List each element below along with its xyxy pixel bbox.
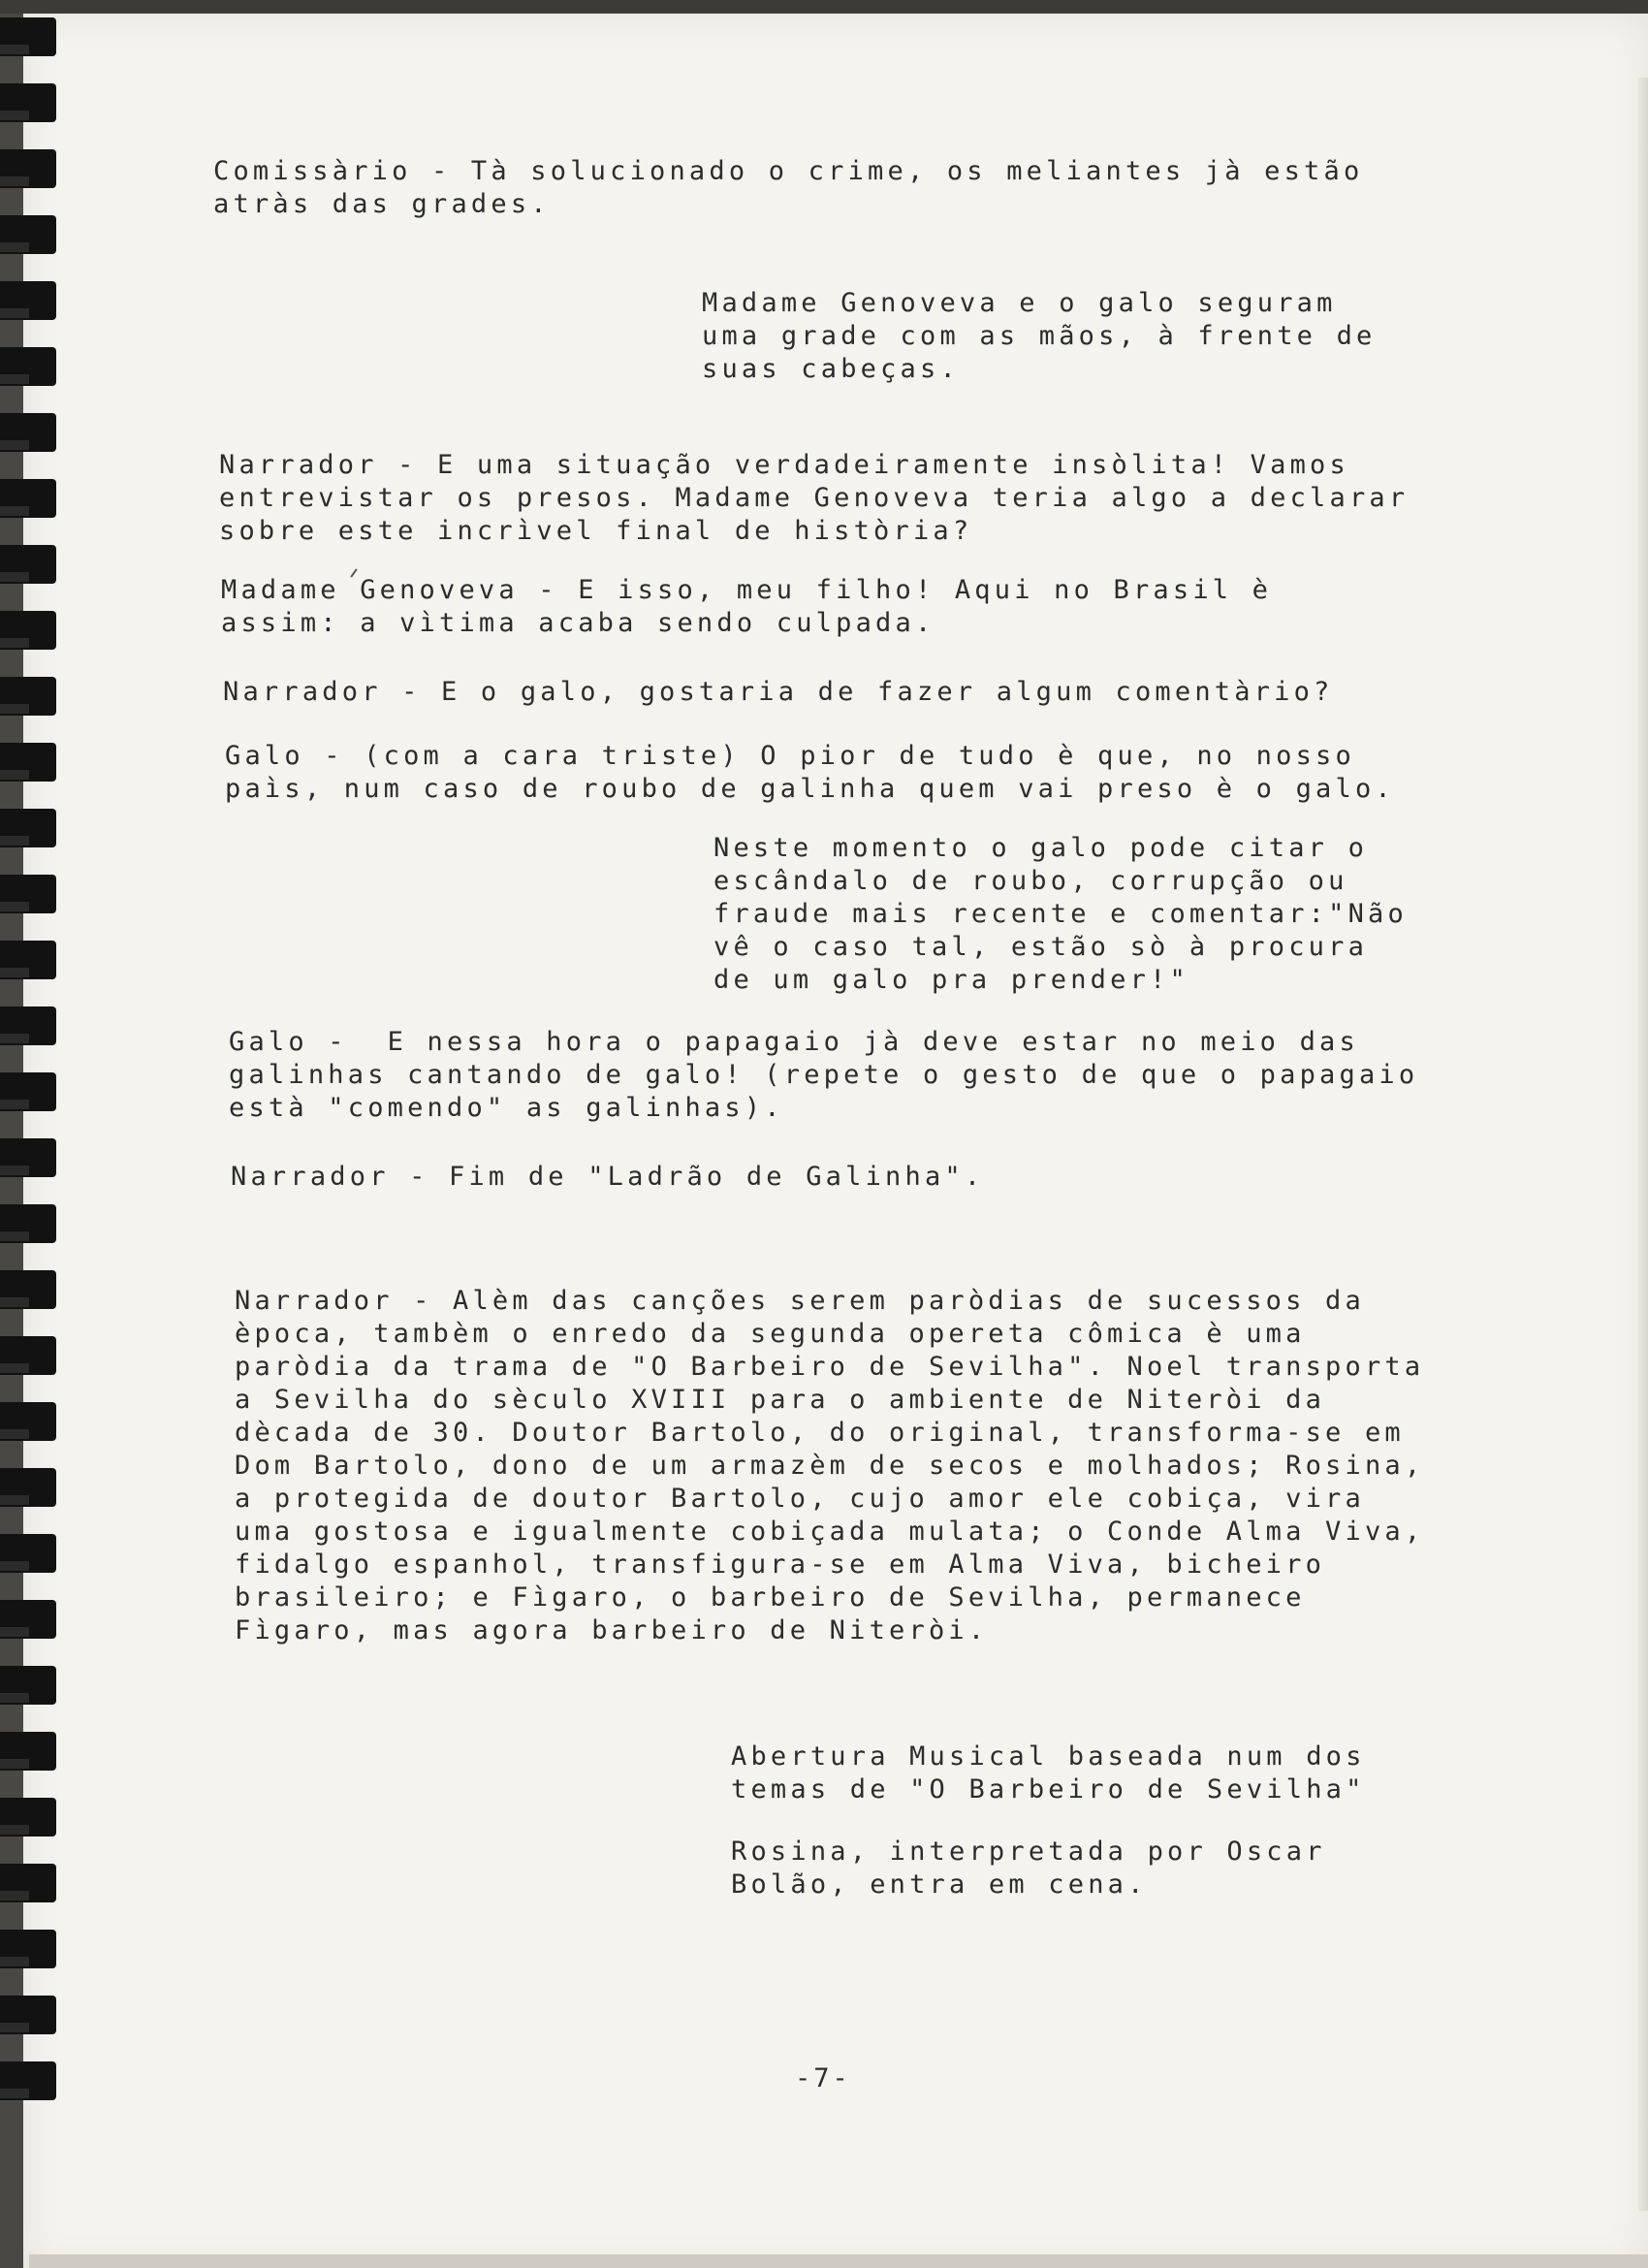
binding-ring — [0, 1600, 56, 1639]
binding-ring — [0, 1336, 56, 1375]
scan-right-shadow — [1638, 78, 1648, 2211]
text-line: a protegida de doutor Bartolo, cujo amor ele cobiça, vira — [235, 1484, 1365, 1514]
text-line: brasileiro; e Fìgaro, o barbeiro de Sevilha, permanece — [235, 1582, 1306, 1613]
binding-ring — [0, 677, 56, 716]
text-line: atràs das grades. — [213, 189, 551, 219]
text-line: Narrador - Fim de "Ladrão de Galinha". — [231, 1162, 985, 1192]
binding-ring — [0, 809, 56, 847]
binding-ring — [0, 1996, 56, 2034]
binding-ring — [0, 1138, 56, 1177]
binding-ring — [0, 2061, 56, 2100]
dialogue-comissario — [213, 155, 1363, 221]
binding-ring — [0, 17, 56, 56]
text-line: suas cabeças. — [702, 354, 960, 384]
text-line: a Sevilha do sèculo XVIII para o ambiente de Niteròi da — [235, 1385, 1326, 1415]
binding-ring — [0, 1864, 56, 1902]
text-line: Abertura Musical baseada num dos — [731, 1741, 1366, 1772]
text-line: vê o caso tal, estão sò à procura — [713, 932, 1369, 962]
binding-ring — [0, 1006, 56, 1045]
binding-ring — [0, 1204, 56, 1243]
text-line: temas de "O Barbeiro de Sevilha" — [731, 1774, 1366, 1805]
text-line: Madame Genoveva - E isso, meu filho! Aqui no Brasil è — [221, 575, 1273, 605]
text-line: fidalgo espanhol, transfigura-se em Alma Viva, bicheiro — [235, 1549, 1326, 1580]
text-line: Comissàrio - Tà solucionado o crime, os meliantes jà estão — [213, 156, 1364, 186]
dialogue-narrador-galo — [223, 676, 1334, 709]
text-line: assim: a vìtima acaba sendo culpada. — [221, 608, 935, 638]
stage-direction-grade — [702, 287, 1376, 386]
text-line: sobre este incrìvel final de història? — [219, 516, 973, 546]
stage-direction-escandalo — [713, 832, 1408, 997]
binding-ring — [0, 611, 56, 650]
text-line: paìs, num caso de roubo de galinha quem vai preso è o galo. — [225, 774, 1395, 804]
binding-ring — [0, 941, 56, 979]
binding-ring — [0, 347, 56, 386]
dialogue-madame-genoveva — [221, 574, 1272, 640]
stage-direction-abertura — [731, 1741, 1366, 1806]
binding-ring — [0, 1534, 56, 1573]
text-line: dècada de 30. Doutor Bartolo, do original, transforma-se em — [235, 1418, 1405, 1448]
text-line: uma grade com as mãos, à frente de — [702, 321, 1377, 351]
binding-ring — [0, 1468, 56, 1507]
scan-top-edge — [0, 0, 1648, 14]
text-line: fraude mais recente e comentar:"Não — [713, 899, 1408, 929]
scan-bottom-edge — [29, 2254, 1648, 2268]
text-line: escândalo de roubo, corrupção ou — [713, 866, 1348, 896]
text-line: Narrador - Alèm das canções serem paròdias de sucessos da — [235, 1286, 1365, 1316]
text-line: està "comendo" as galinhas). — [229, 1093, 784, 1123]
dialogue-galo-triste — [225, 740, 1395, 806]
binding-ring — [0, 1732, 56, 1771]
binding-ring — [0, 149, 56, 188]
text-line: Galo - E nessa hora o papagaio jà deve estar no meio das — [229, 1027, 1359, 1057]
binding-ring — [0, 1270, 56, 1309]
binding-ring — [0, 83, 56, 122]
text-line: Bolão, entra em cena. — [731, 1869, 1148, 1900]
text-line: Narrador - E o galo, gostaria de fazer algum comentàrio? — [223, 677, 1334, 707]
binding-ring — [0, 1930, 56, 1968]
text-line: paròdia da trama de "O Barbeiro de Sevilha". Noel transporta — [235, 1352, 1425, 1382]
dialogue-galo-papagaio — [229, 1026, 1418, 1125]
stage-direction-rosina — [731, 1836, 1326, 1901]
binding-ring — [0, 1402, 56, 1441]
text-line: Fìgaro, mas agora barbeiro de Niteròi. — [235, 1615, 989, 1645]
text-line: de um galo pra prender!" — [713, 965, 1189, 995]
text-line: època, tambèm o enredo da segunda opereta cômica è uma — [235, 1319, 1306, 1349]
binding-ring — [0, 215, 56, 254]
text-line: Neste momento o galo pode citar o — [713, 833, 1369, 863]
dialogue-narrador-parodias — [235, 1285, 1424, 1647]
binding-ring — [0, 413, 56, 452]
text-line: Madame Genoveva e o galo seguram — [702, 288, 1337, 318]
binding-ring — [0, 743, 56, 782]
text-line: galinhas cantando de galo! (repete o gesto de que o papagaio — [229, 1060, 1419, 1090]
dialogue-narrador-fim — [231, 1161, 984, 1194]
binding-ring — [0, 281, 56, 320]
text-line: Narrador - E uma situação verdadeiramente insòlita! Vamos — [219, 450, 1349, 480]
binding-ring — [0, 1072, 56, 1111]
binding-ring — [0, 545, 56, 584]
dialogue-narrador-insolita — [219, 449, 1409, 548]
page-number: -7- — [795, 2063, 851, 2093]
binding-ring — [0, 1798, 56, 1837]
binding-ring — [0, 479, 56, 518]
text-line: Galo - (com a cara triste) O pior de tudo è que, no nosso — [225, 741, 1355, 771]
text-line: Dom Bartolo, dono de um armazèm de secos e molhados; Rosina, — [235, 1451, 1425, 1481]
text-line: uma gostosa e igualmente cobiçada mulata; o Conde Alma Viva, — [235, 1517, 1425, 1547]
text-line: entrevistar os presos. Madame Genoveva teria algo a declarar — [219, 483, 1410, 513]
text-line: Rosina, interpretada por Oscar — [731, 1837, 1326, 1867]
binding-ring — [0, 1666, 56, 1705]
binding-ring — [0, 875, 56, 913]
